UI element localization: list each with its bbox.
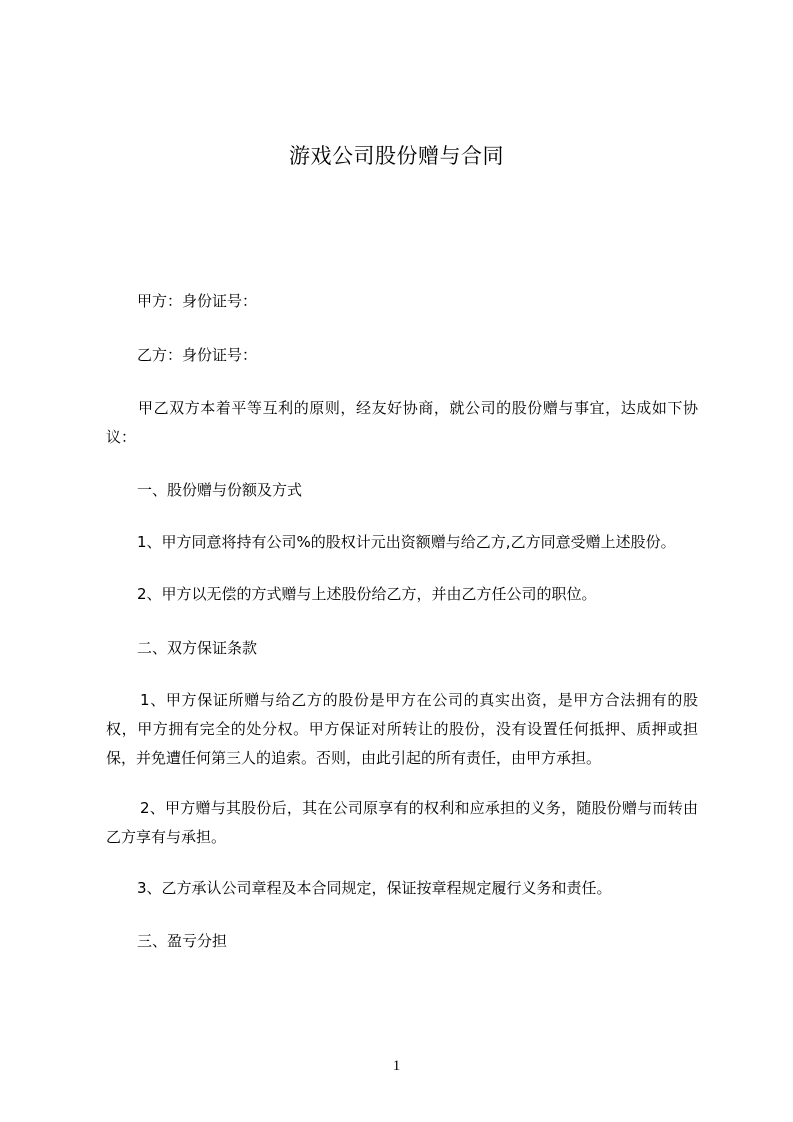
clause-1-1: 1、甲方同意将持有公司%的股权计元出资额赠与给乙方,乙方同意受赠上述股份。 [137, 533, 676, 551]
section-heading-profit-loss: 三、盈亏分担 [137, 932, 228, 950]
document-title: 游戏公司股份赠与合同 [289, 144, 504, 168]
section-heading-share-gift: 一、股份赠与份额及方式 [137, 481, 303, 499]
party-a-line: 甲方：身份证号： [137, 292, 258, 310]
clause-2-2: 2、甲方赠与其股份后，其在公司原享有的权利和应承担的义务，随股份赠与而转由乙方享有与承担。 [106, 799, 698, 846]
clause-1-2: 2、甲方以无偿的方式赠与上述股份给乙方，并由乙方任公司的职位。 [137, 585, 597, 603]
intro-paragraph: 甲乙双方本着平等互利的原则，经友好协商，就公司的股份赠与事宜，达成如下协议： [106, 399, 698, 446]
section-heading-warranties: 二、双方保证条款 [137, 639, 258, 657]
page-number: 1 [392, 1058, 401, 1074]
party-b-line: 乙方：身份证号： [137, 346, 258, 364]
clause-2-3: 3、乙方承认公司章程及本合同规定，保证按章程规定履行义务和责任。 [137, 879, 612, 897]
clause-2-1: 1、甲方保证所赠与给乙方的股份是甲方在公司的真实出资，是甲方合法拥有的股权，甲方拥有完全的处分权。甲方保证对所转让的股份，没有设置任何抵押、质押或担保，并免遭任何第三人的追索。否则，由此引起的所有责任，由甲方承担。 [106, 691, 698, 767]
